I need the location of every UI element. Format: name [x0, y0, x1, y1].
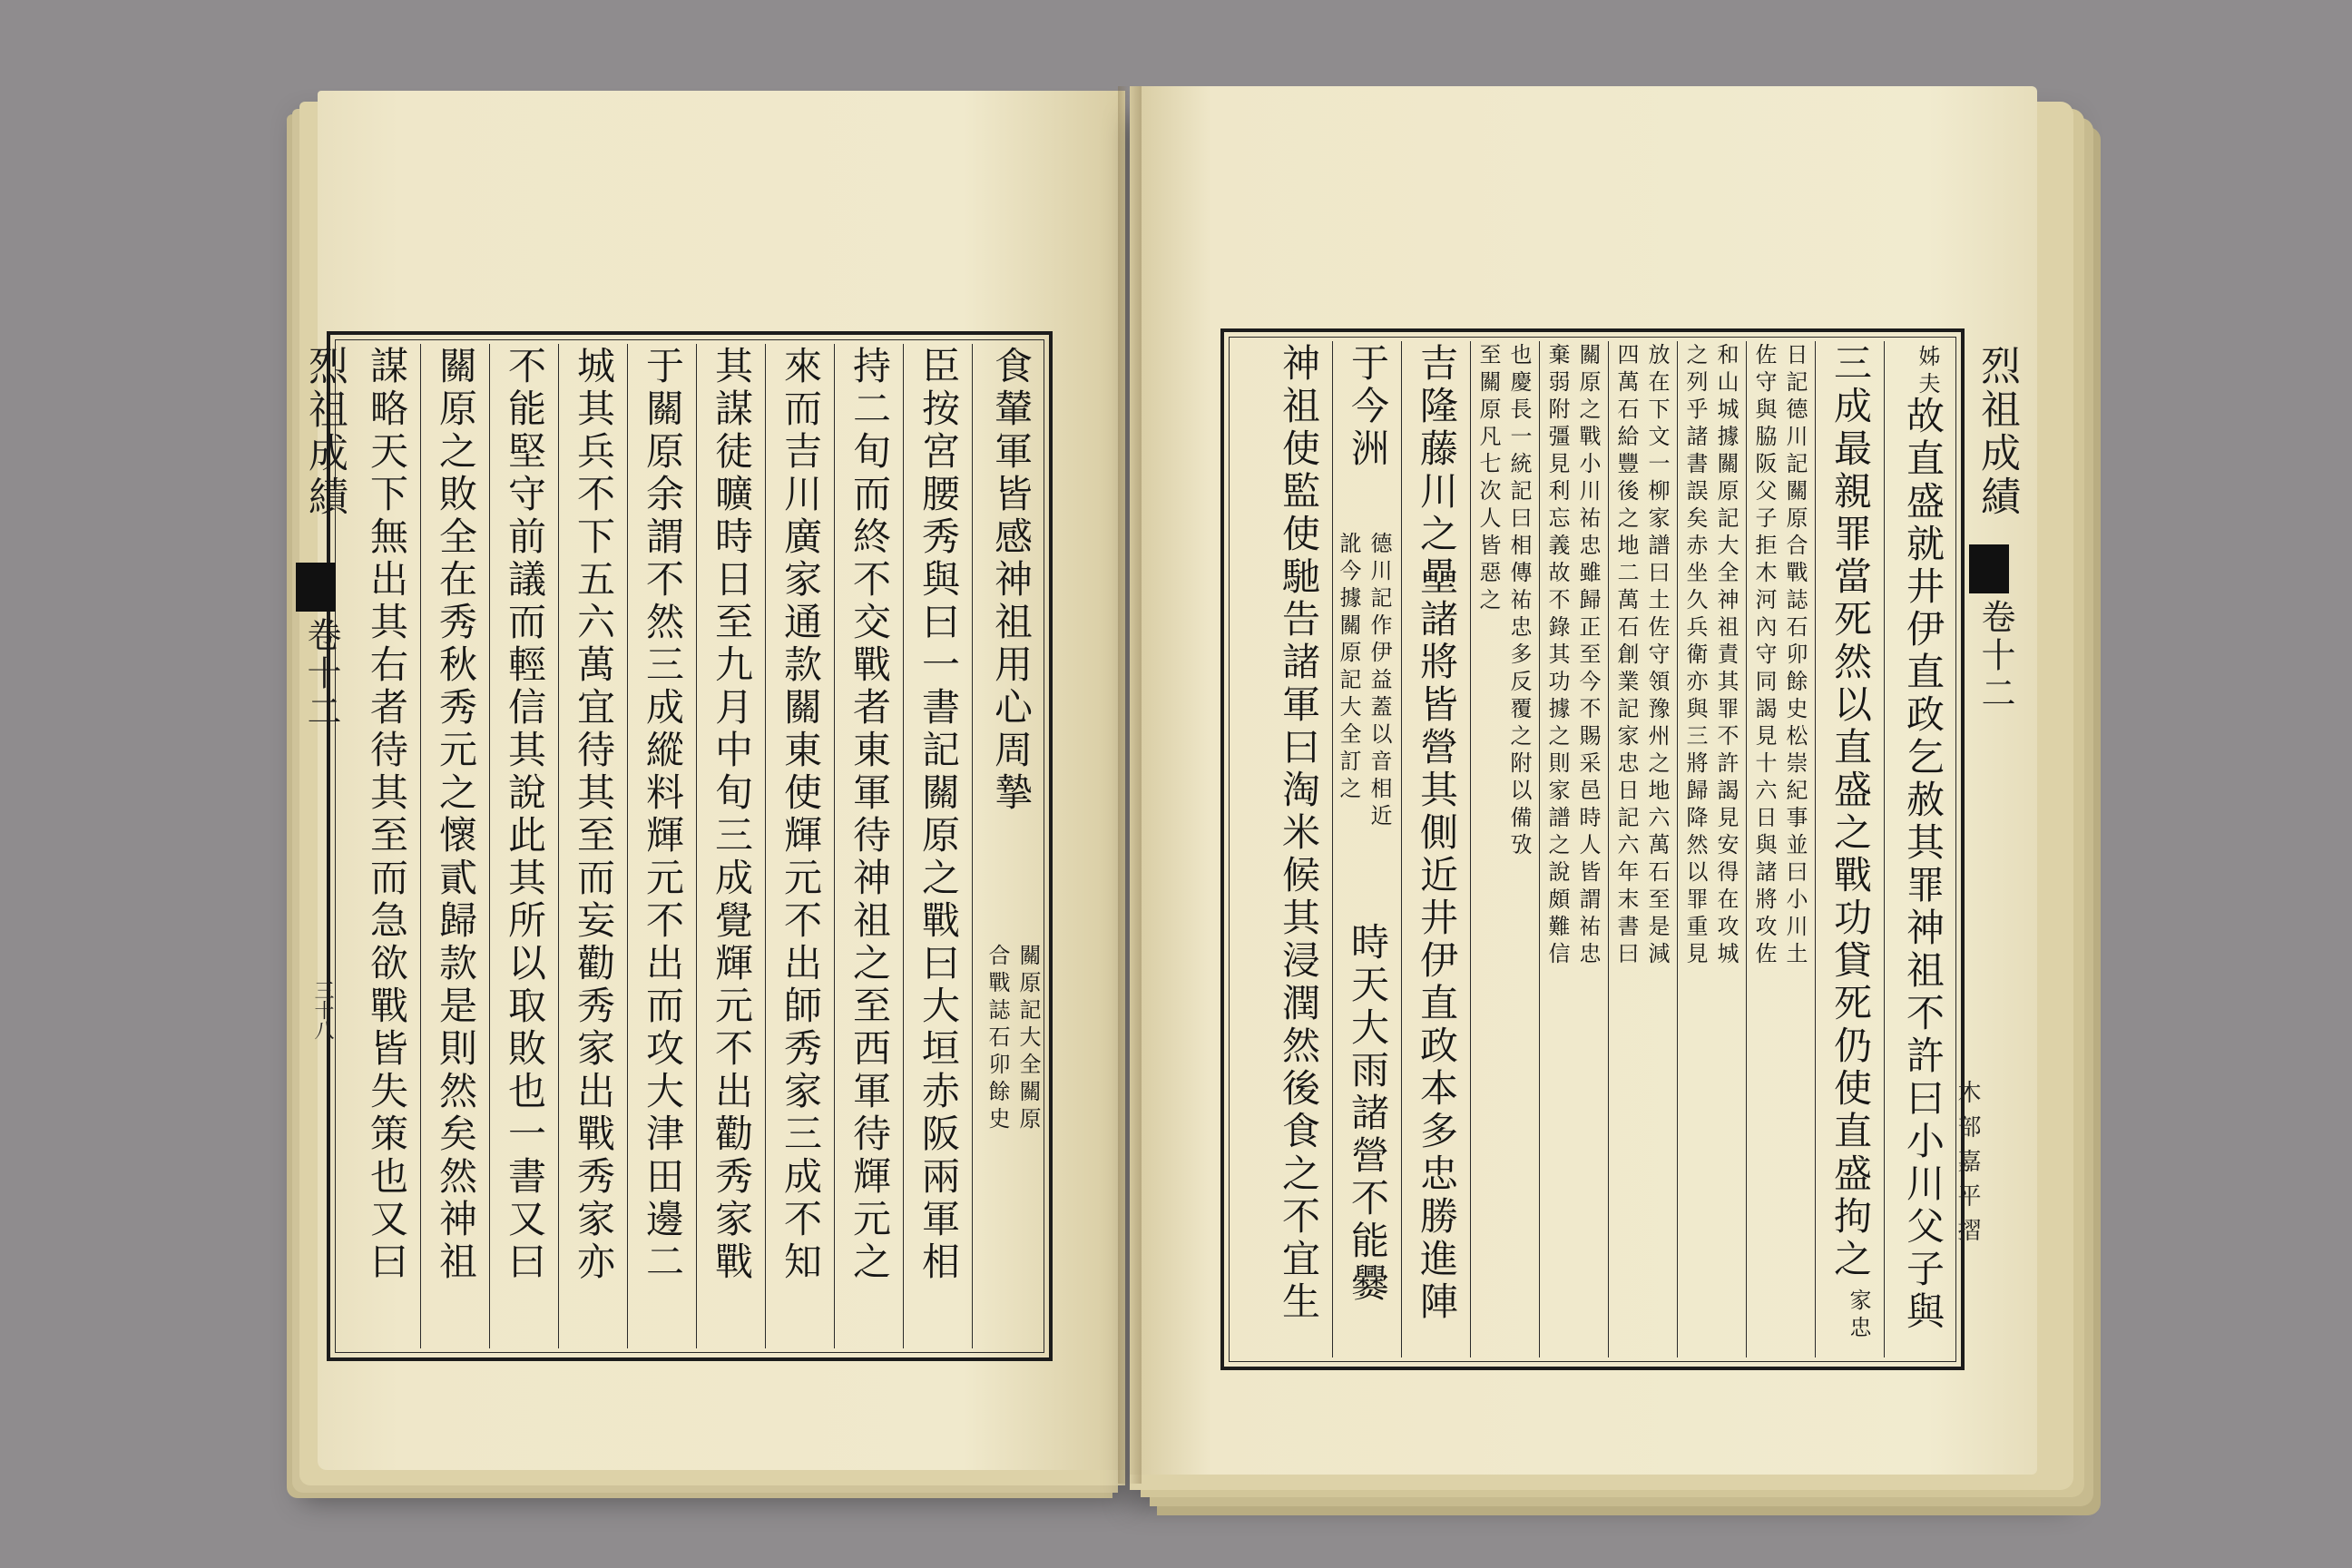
right-col-9-note-b: 訛今據關原記大全訂之	[1336, 532, 1361, 804]
right-hanshin-title: 烈祖成績	[1974, 345, 2020, 519]
left-col-1: 食輦軍皆感神祖用心周摯	[989, 346, 1034, 815]
right-col-7-note-a: 也慶長一統記曰相傳祐忠多反覆之附以備攷	[1506, 343, 1532, 860]
right-col-6-note-b: 棄弱附彊見利忘義故不錄其功據之則家譜之說頗難信	[1544, 343, 1570, 969]
column-rule	[420, 344, 422, 1348]
right-col-1-head-note: 姊夫	[1915, 345, 1940, 399]
note-line: 合戰誌石卯餘史	[985, 944, 1010, 1134]
column-rule	[1401, 341, 1403, 1357]
right-col-2: 三成最親罪當死然以直盛之戰功貸死仍使直盛拘之	[1828, 343, 1873, 1281]
right-col-9-note-a: 德川記作伊益蓋以音相近	[1367, 532, 1392, 831]
right-col-1: 故直盛就井伊直政乞赦其罪神祖不許曰小川父子與	[1901, 396, 1945, 1334]
column-rule	[1470, 341, 1472, 1357]
left-col-5: 其謀徒曠時日至九月中旬三成覺輝元不出勸秀家戰	[710, 346, 754, 1284]
right-col-7-note-b: 至關原凡七次人皆惡之	[1475, 343, 1501, 615]
right-col-4-note-b: 之列乎諸書誤矣赤坐久兵衛亦與三將歸降然以罪重見	[1682, 343, 1708, 969]
right-col-2-tail-note: 家忠	[1846, 1289, 1871, 1343]
left-col-4: 來而吉川廣家通款關東使輝元不出師秀家三成不知	[779, 346, 823, 1284]
column-rule	[765, 344, 767, 1348]
right-hanshin-volume: 卷十二	[1975, 599, 2015, 713]
book-gutter	[1118, 86, 1142, 1484]
right-col-4-note-a: 和山城據關原記大全神祖責其罪不許謁見安得在攻城	[1713, 343, 1739, 969]
right-col-10: 神祖使監使馳告諸軍曰淘米候其浸潤然後食之不宜生	[1277, 343, 1321, 1324]
left-hanshin-title: 烈祖成績	[301, 345, 348, 519]
column-rule	[1608, 341, 1610, 1357]
column-rule	[1539, 341, 1541, 1357]
column-rule	[1332, 341, 1334, 1357]
column-rule	[1677, 341, 1679, 1357]
hanshin-fishtail-mark	[1969, 544, 2009, 593]
right-col-3-note-a: 日記德川記關原合戰誌石卯餘史松崇紀事並曰小川土	[1782, 343, 1808, 969]
column-rule	[627, 344, 629, 1348]
left-col-9: 關原之敗全在秀秋秀元之懷貳歸款是則然矣然神祖	[434, 346, 478, 1284]
left-col-8: 不能堅守前議而輕信其說此其所以取敗也一書又曰	[503, 346, 547, 1284]
column-rule	[1815, 341, 1817, 1357]
left-col-7: 城其兵不下五六萬宜待其至而妄勸秀家出戰秀家亦	[572, 346, 616, 1284]
carver-credit: 木部嘉平摺	[1954, 1080, 1981, 1252]
right-col-9-head: 于今洲	[1346, 343, 1390, 471]
left-hanshin-volume: 卷十二	[301, 617, 341, 731]
column-rule	[1746, 341, 1748, 1357]
column-rule	[834, 344, 836, 1348]
left-text-frame	[327, 331, 1053, 1361]
column-rule	[1884, 341, 1886, 1357]
left-col-2: 臣按宮腰秀與曰一書記關原之戰曰大垣赤阪兩軍相	[916, 346, 961, 1284]
right-text-frame	[1220, 328, 1965, 1370]
left-page-number: 三十八	[311, 980, 334, 1040]
column-rule	[489, 344, 491, 1348]
left-col-3: 持二旬而終不交戰者東軍待神祖之至西軍待輝元之	[848, 346, 892, 1284]
column-rule	[696, 344, 698, 1348]
right-col-5-note-b: 四萬石給豐後之地二萬石創業記家忠日記六年末書曰	[1613, 343, 1639, 969]
right-col-8: 吉隆藤川之壘諸將皆營其側近井伊直政本多忠勝進陣	[1415, 343, 1459, 1324]
left-col-6: 于關原余謂不然三成縱料輝元不出而攻大津田邊二	[641, 346, 685, 1284]
right-col-3-note-b: 佐守與脇阪父子拒木河內守同謁見十六日與諸將攻佐	[1751, 343, 1777, 969]
hanshin-fishtail-mark	[296, 563, 336, 612]
note-line: 關原記大全關原	[1015, 944, 1041, 1134]
column-rule	[972, 344, 974, 1348]
left-col-1-note	[980, 944, 1045, 1343]
column-rule	[903, 344, 905, 1348]
right-col-9-tail: 時天大雨諸營不能爨	[1346, 922, 1390, 1306]
column-rule	[558, 344, 560, 1348]
left-col-10: 謀略天下無出其右者待其至而急欲戰皆失策也又曰	[365, 346, 409, 1284]
right-col-6-note-a: 關原之戰小川祐忠雖歸正至今不賜采邑時人皆謂祐忠	[1575, 343, 1601, 969]
right-col-5-note-a: 放在下文一柳家譜曰土佐守領豫州之地六萬石至是減	[1644, 343, 1670, 969]
